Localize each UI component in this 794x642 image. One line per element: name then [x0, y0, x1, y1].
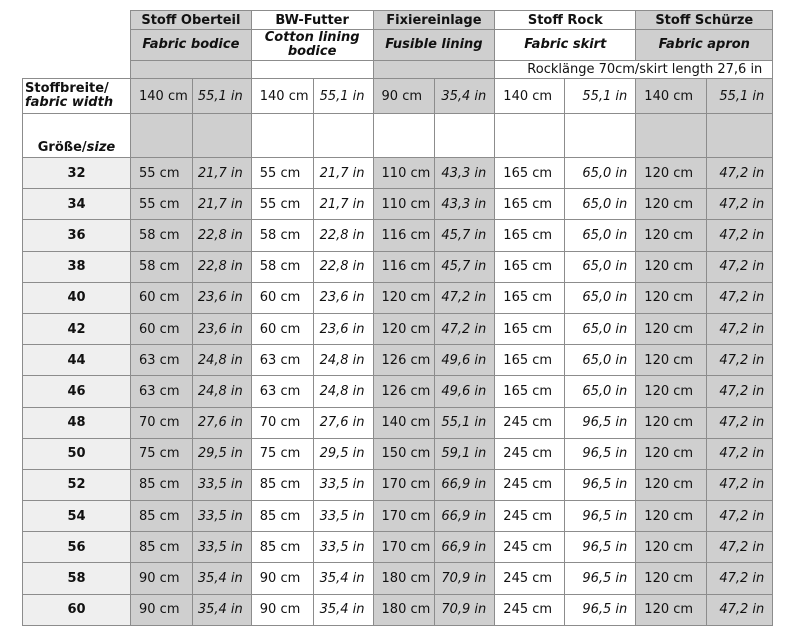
size-cell: 40: [23, 282, 131, 313]
value-cell: 58 cm: [251, 220, 313, 251]
value-cell: 245 cm: [495, 532, 565, 563]
value-cell: 33,5 in: [192, 532, 251, 563]
value-cell: 55 cm: [251, 189, 313, 220]
value-cell: 22,8 in: [313, 220, 373, 251]
size-header-row: [23, 114, 773, 158]
table-row: [23, 345, 773, 376]
value-cell: 24,8 in: [313, 376, 373, 407]
fabric-requirements-chart: [22, 10, 773, 626]
table-row: [23, 532, 773, 563]
value-cell: 120 cm: [636, 282, 707, 313]
value-cell: 110 cm: [373, 158, 435, 189]
value-cell: 59,1 in: [435, 438, 495, 469]
size-cell: 48: [23, 407, 131, 438]
width-in-fusible-lining: 35,4 in: [435, 79, 495, 114]
size-cell: 60: [23, 594, 131, 625]
value-cell: 65,0 in: [565, 282, 636, 313]
value-cell: 170 cm: [373, 469, 435, 500]
value-cell: 33,5 in: [313, 469, 373, 500]
value-cell: 65,0 in: [565, 189, 636, 220]
value-cell: 180 cm: [373, 563, 435, 594]
value-cell: 35,4 in: [192, 594, 251, 625]
value-cell: 23,6 in: [313, 282, 373, 313]
value-cell: 126 cm: [373, 345, 435, 376]
value-cell: 65,0 in: [565, 313, 636, 344]
value-cell: 24,8 in: [192, 345, 251, 376]
value-cell: 120 cm: [636, 220, 707, 251]
value-cell: 120 cm: [373, 313, 435, 344]
value-cell: 96,5 in: [565, 501, 636, 532]
value-cell: 35,4 in: [313, 594, 373, 625]
value-cell: 63 cm: [131, 345, 193, 376]
value-cell: 165 cm: [495, 251, 565, 282]
value-cell: 66,9 in: [435, 532, 495, 563]
value-cell: 96,5 in: [565, 407, 636, 438]
value-cell: 47,2 in: [707, 532, 773, 563]
value-cell: 165 cm: [495, 189, 565, 220]
value-cell: 170 cm: [373, 501, 435, 532]
value-cell: 120 cm: [636, 563, 707, 594]
value-cell: 120 cm: [636, 594, 707, 625]
value-cell: 58 cm: [131, 220, 193, 251]
value-cell: 96,5 in: [565, 563, 636, 594]
value-cell: 35,4 in: [192, 563, 251, 594]
value-cell: 75 cm: [251, 438, 313, 469]
value-cell: 65,0 in: [565, 158, 636, 189]
value-cell: 90 cm: [131, 563, 193, 594]
value-cell: 245 cm: [495, 594, 565, 625]
width-cm-fusible-lining: 90 cm: [373, 79, 435, 114]
value-cell: 70 cm: [251, 407, 313, 438]
value-cell: 63 cm: [251, 345, 313, 376]
size-cell: 54: [23, 501, 131, 532]
value-cell: 245 cm: [495, 407, 565, 438]
size-rows: [23, 158, 773, 626]
value-cell: 55,1 in: [435, 407, 495, 438]
value-cell: 60 cm: [131, 313, 193, 344]
value-cell: 49,6 in: [435, 376, 495, 407]
value-cell: 63 cm: [131, 376, 193, 407]
value-cell: 165 cm: [495, 313, 565, 344]
width-in-fabric-apron: 55,1 in: [707, 79, 773, 114]
value-cell: 21,7 in: [192, 189, 251, 220]
width-in-fabric-skirt: 55,1 in: [565, 79, 636, 114]
value-cell: 43,3 in: [435, 189, 495, 220]
value-cell: 49,6 in: [435, 345, 495, 376]
value-cell: 165 cm: [495, 220, 565, 251]
value-cell: 35,4 in: [313, 563, 373, 594]
value-cell: 85 cm: [251, 469, 313, 500]
size-cell: 42: [23, 313, 131, 344]
col-subtitle-fabric-skirt: Fabric skirt: [495, 30, 636, 61]
col-title-fabric-skirt: Stoff Rock: [495, 11, 636, 30]
value-cell: 33,5 in: [192, 469, 251, 500]
value-cell: 23,6 in: [192, 282, 251, 313]
value-cell: 150 cm: [373, 438, 435, 469]
value-cell: 47,2 in: [707, 563, 773, 594]
value-cell: 66,9 in: [435, 501, 495, 532]
value-cell: 110 cm: [373, 189, 435, 220]
value-cell: 24,8 in: [192, 376, 251, 407]
value-cell: 63 cm: [251, 376, 313, 407]
header-row-english: [23, 30, 773, 61]
value-cell: 165 cm: [495, 158, 565, 189]
col-title-fabric-apron: Stoff Schürze: [636, 11, 773, 30]
fabric-table: [22, 10, 773, 626]
table-row: [23, 189, 773, 220]
value-cell: 47,2 in: [707, 313, 773, 344]
value-cell: 90 cm: [251, 594, 313, 625]
value-cell: 24,8 in: [313, 345, 373, 376]
value-cell: 120 cm: [636, 469, 707, 500]
value-cell: 65,0 in: [565, 345, 636, 376]
value-cell: 47,2 in: [435, 313, 495, 344]
value-cell: 47,2 in: [707, 376, 773, 407]
value-cell: 33,5 in: [192, 501, 251, 532]
value-cell: 55 cm: [131, 158, 193, 189]
value-cell: 96,5 in: [565, 594, 636, 625]
value-cell: 58 cm: [131, 251, 193, 282]
value-cell: 96,5 in: [565, 469, 636, 500]
size-cell: 34: [23, 189, 131, 220]
value-cell: 29,5 in: [192, 438, 251, 469]
value-cell: 45,7 in: [435, 251, 495, 282]
value-cell: 65,0 in: [565, 220, 636, 251]
value-cell: 22,8 in: [192, 220, 251, 251]
value-cell: 33,5 in: [313, 532, 373, 563]
table-row: [23, 438, 773, 469]
value-cell: 170 cm: [373, 532, 435, 563]
value-cell: 55 cm: [131, 189, 193, 220]
table-row: [23, 220, 773, 251]
value-cell: 120 cm: [636, 251, 707, 282]
value-cell: 245 cm: [495, 438, 565, 469]
value-cell: 126 cm: [373, 376, 435, 407]
size-cell: 56: [23, 532, 131, 563]
value-cell: 22,8 in: [192, 251, 251, 282]
value-cell: 47,2 in: [435, 282, 495, 313]
fabric-width-label: Stoffbreite/ fabric width: [23, 79, 131, 114]
value-cell: 45,7 in: [435, 220, 495, 251]
table-row: [23, 407, 773, 438]
width-in-cotton-lining: 55,1 in: [313, 79, 373, 114]
size-cell: 38: [23, 251, 131, 282]
value-cell: 60 cm: [251, 282, 313, 313]
width-cm-fabric-skirt: 140 cm: [495, 79, 565, 114]
col-subtitle-fabric-bodice: Fabric bodice: [131, 30, 252, 61]
size-cell: 50: [23, 438, 131, 469]
header-corner: [23, 11, 131, 30]
value-cell: 47,2 in: [707, 594, 773, 625]
table-row: [23, 158, 773, 189]
value-cell: 165 cm: [495, 376, 565, 407]
value-cell: 116 cm: [373, 220, 435, 251]
table-row: [23, 469, 773, 500]
value-cell: 47,2 in: [707, 438, 773, 469]
value-cell: 96,5 in: [565, 532, 636, 563]
value-cell: 85 cm: [251, 532, 313, 563]
size-cell: 36: [23, 220, 131, 251]
width-cm-fabric-apron: 140 cm: [636, 79, 707, 114]
value-cell: 27,6 in: [192, 407, 251, 438]
value-cell: 47,2 in: [707, 282, 773, 313]
table-row: [23, 282, 773, 313]
value-cell: 165 cm: [495, 282, 565, 313]
value-cell: 120 cm: [636, 313, 707, 344]
value-cell: 47,2 in: [707, 220, 773, 251]
table-row: [23, 501, 773, 532]
value-cell: 85 cm: [131, 501, 193, 532]
width-cm-fabric-bodice: 140 cm: [131, 79, 193, 114]
value-cell: 23,6 in: [192, 313, 251, 344]
col-title-cotton-lining: BW-Futter: [251, 11, 373, 30]
value-cell: 70 cm: [131, 407, 193, 438]
value-cell: 47,2 in: [707, 501, 773, 532]
table-row: [23, 251, 773, 282]
value-cell: 96,5 in: [565, 438, 636, 469]
value-cell: 116 cm: [373, 251, 435, 282]
value-cell: 75 cm: [131, 438, 193, 469]
value-cell: 23,6 in: [313, 313, 373, 344]
value-cell: 65,0 in: [565, 251, 636, 282]
size-label: Größe/size: [23, 114, 131, 158]
value-cell: 165 cm: [495, 345, 565, 376]
value-cell: 120 cm: [636, 438, 707, 469]
table-row: [23, 313, 773, 344]
size-cell: 52: [23, 469, 131, 500]
header-row-german: [23, 11, 773, 30]
table-row: [23, 563, 773, 594]
value-cell: 29,5 in: [313, 438, 373, 469]
header-row-note: [23, 61, 773, 79]
value-cell: 245 cm: [495, 563, 565, 594]
value-cell: 47,2 in: [707, 407, 773, 438]
col-title-fusible-lining: Fixiereinlage: [373, 11, 495, 30]
value-cell: 21,7 in: [313, 189, 373, 220]
value-cell: 70,9 in: [435, 594, 495, 625]
table-row: [23, 594, 773, 625]
value-cell: 60 cm: [251, 313, 313, 344]
size-cell: 44: [23, 345, 131, 376]
value-cell: 85 cm: [131, 532, 193, 563]
col-title-fabric-bodice: Stoff Oberteil: [131, 11, 252, 30]
value-cell: 90 cm: [251, 563, 313, 594]
value-cell: 70,9 in: [435, 563, 495, 594]
col-subtitle-cotton-lining: Cotton lining bodice: [251, 30, 373, 61]
value-cell: 120 cm: [636, 376, 707, 407]
fabric-width-row: [23, 79, 773, 114]
value-cell: 21,7 in: [192, 158, 251, 189]
size-cell: 46: [23, 376, 131, 407]
value-cell: 120 cm: [636, 345, 707, 376]
value-cell: 65,0 in: [565, 376, 636, 407]
value-cell: 120 cm: [636, 407, 707, 438]
value-cell: 120 cm: [636, 189, 707, 220]
skirt-length-note: Rocklänge 70cm/skirt length 27,6 in: [495, 61, 773, 79]
value-cell: 43,3 in: [435, 158, 495, 189]
value-cell: 245 cm: [495, 501, 565, 532]
value-cell: 85 cm: [131, 469, 193, 500]
value-cell: 120 cm: [636, 158, 707, 189]
value-cell: 47,2 in: [707, 189, 773, 220]
value-cell: 140 cm: [373, 407, 435, 438]
value-cell: 90 cm: [131, 594, 193, 625]
value-cell: 27,6 in: [313, 407, 373, 438]
width-in-fabric-bodice: 55,1 in: [192, 79, 251, 114]
table-row: [23, 376, 773, 407]
value-cell: 120 cm: [636, 501, 707, 532]
value-cell: 180 cm: [373, 594, 435, 625]
col-subtitle-fabric-apron: Fabric apron: [636, 30, 773, 61]
value-cell: 47,2 in: [707, 251, 773, 282]
width-cm-cotton-lining: 140 cm: [251, 79, 313, 114]
value-cell: 58 cm: [251, 251, 313, 282]
value-cell: 245 cm: [495, 469, 565, 500]
value-cell: 85 cm: [251, 501, 313, 532]
value-cell: 66,9 in: [435, 469, 495, 500]
value-cell: 33,5 in: [313, 501, 373, 532]
value-cell: 21,7 in: [313, 158, 373, 189]
value-cell: 120 cm: [636, 532, 707, 563]
value-cell: 55 cm: [251, 158, 313, 189]
col-subtitle-fusible-lining: Fusible lining: [373, 30, 495, 61]
value-cell: 47,2 in: [707, 345, 773, 376]
size-cell: 32: [23, 158, 131, 189]
value-cell: 22,8 in: [313, 251, 373, 282]
value-cell: 47,2 in: [707, 158, 773, 189]
size-cell: 58: [23, 563, 131, 594]
value-cell: 47,2 in: [707, 469, 773, 500]
value-cell: 60 cm: [131, 282, 193, 313]
value-cell: 120 cm: [373, 282, 435, 313]
